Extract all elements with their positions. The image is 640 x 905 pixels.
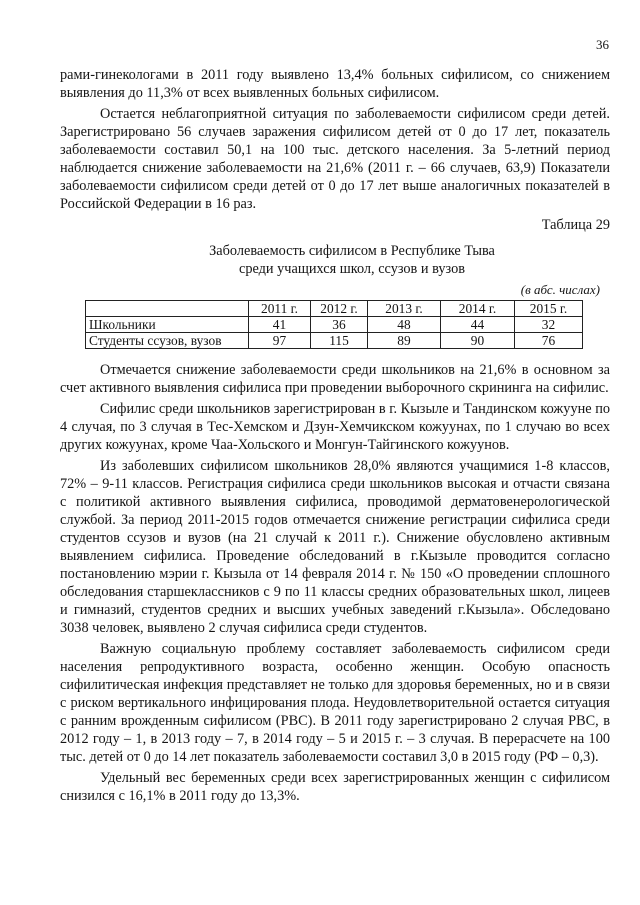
column-header-2011: 2011 г. [249,301,311,317]
table-cell: 36 [311,317,368,333]
table-block [60,216,610,349]
table-title-line: среди учащихся школ, ссузов и вузов [239,261,465,277]
paragraph-pregnant-share: Удельный вес беременных среди всех зарегистрированных женщин с сифилисом снизился с 16,1% в 2011 году до 13,3%. [60,770,610,804]
table-row-schoolchildren [86,317,583,333]
column-header-2015: 2015 г. [515,301,583,317]
column-header-2014: 2014 г. [441,301,515,317]
table-title [60,242,610,278]
paragraph-children-incidence: Остается неблагоприятной ситуация по заболеваемости сифилисом среди детей. Зарегистрировано 56 случаев заражения сифилисом детей от 0 до 17 лет, показатель заболеваемости составил 50,1 на 100 тыс. детского населения. За 5-летний период наблюдается снижение заболеваемости на 21,6% (2011 г. – 66 случаев, 63,9) Показатели заболеваемости сифилисом среди детей от 0 до 17 лет выше аналогичных показателей в Российской Федерации в 16 раз. [60,106,610,212]
table-cell: 89 [368,333,441,349]
table-label: Таблица 29 [541,217,610,233]
page-number: 36 [596,37,609,52]
table-title-line: Заболеваемость сифилисом в Республике Тыва [209,243,495,259]
row-label: Студенты ссузов, вузов [86,333,249,349]
table-cell: 41 [249,317,311,333]
table-cell: 76 [515,333,583,349]
paragraph-schoolchildren-decline: Отмечается снижение заболеваемости среди школьников на 21,6% в основном за счет активного выявления сифилиса при проведении выборочного скрининга на сифилис. [60,362,610,396]
table-cell: 44 [441,317,515,333]
table-cell: 115 [311,333,368,349]
table-cell: 90 [441,333,515,349]
paragraph-students-screening: Из заболевших сифилисом школьников 28,0% являются учащимися 1-8 классов, 72% – 9-11 классов. Регистрация сифилиса среди школьников высокая и отчасти связана с политикой активного выявления сифилиса, проводимой дерматовенерологической службой. За период 2011-2015 годов отмечается снижение регистрации сифилиса среди студентов ссузов и вузов (на 21 случай к 2011 г.). Снижение обусловлено активным выявлением сифилиса. Проведение обследований в г.Кызыле проводится согласно постановлению мэрии г. Кызыла от 14 февраля 2014 г. № 150 «О проведении сплошного обследования старшеклассников с 9 по 11 классы средних образовательных школ, лицеев и гимназий, студентов средних и высших учебных заведений г.Кызыла». Обследовано 3038 человек, выявлено 2 случая сифилиса среди студентов. [60,458,610,636]
table-cell: 48 [368,317,441,333]
row-label: Школьники [86,317,249,333]
table-cell: 97 [249,333,311,349]
paragraph-continuation: рами-гинекологами в 2011 году выявлено 13,4% больных сифилисом, со снижением выявления до 11,3% от всех выявленных больных сифилисом. [60,67,610,101]
page-content [60,66,610,808]
table-cell: 32 [515,317,583,333]
table-corner-cell [86,301,249,317]
column-header-2012: 2012 г. [311,301,368,317]
column-header-2013: 2013 г. [368,301,441,317]
paragraph-schoolchildren-districts: Сифилис среди школьников зарегистрирован в г. Кызыле и Тандинском кожууне по 4 случая, по 3 случая в Тес-Хемском и Дзун-Хемчикском кожуунах, по 1 случаю во всех других кожуунах, кроме Чаа-Хольского и Монгун-Тайгинского кожуунов. [60,401,610,453]
incidence-table [85,300,583,349]
table-header-row [86,301,583,317]
table-units-note: (в абс. числах) [520,282,600,297]
paragraph-congenital-syphilis: Важную социальную проблему составляет заболеваемость сифилисом среди населения репродуктивного возраста, особенно женщин. Особую опасность сифилитическая инфекция представляет не только для здоровья беременных, но и в связи с риском вертикального инфицирования плода. Неудовлетворительной остается ситуация с ранним врожденным сифилисом (РВС). В 2011 году зарегистрировано 2 случая РВС, в 2012 году – 1, в 2013 году – 7, в 2014 году – 5 и 2015 г. – 3 случая. В перерасчете на 100 тыс. детей от 0 до 14 лет показатель заболеваемости составил 3,0 в 2015 году (РФ – 0,3). [60,641,610,765]
table-row-students [86,333,583,349]
